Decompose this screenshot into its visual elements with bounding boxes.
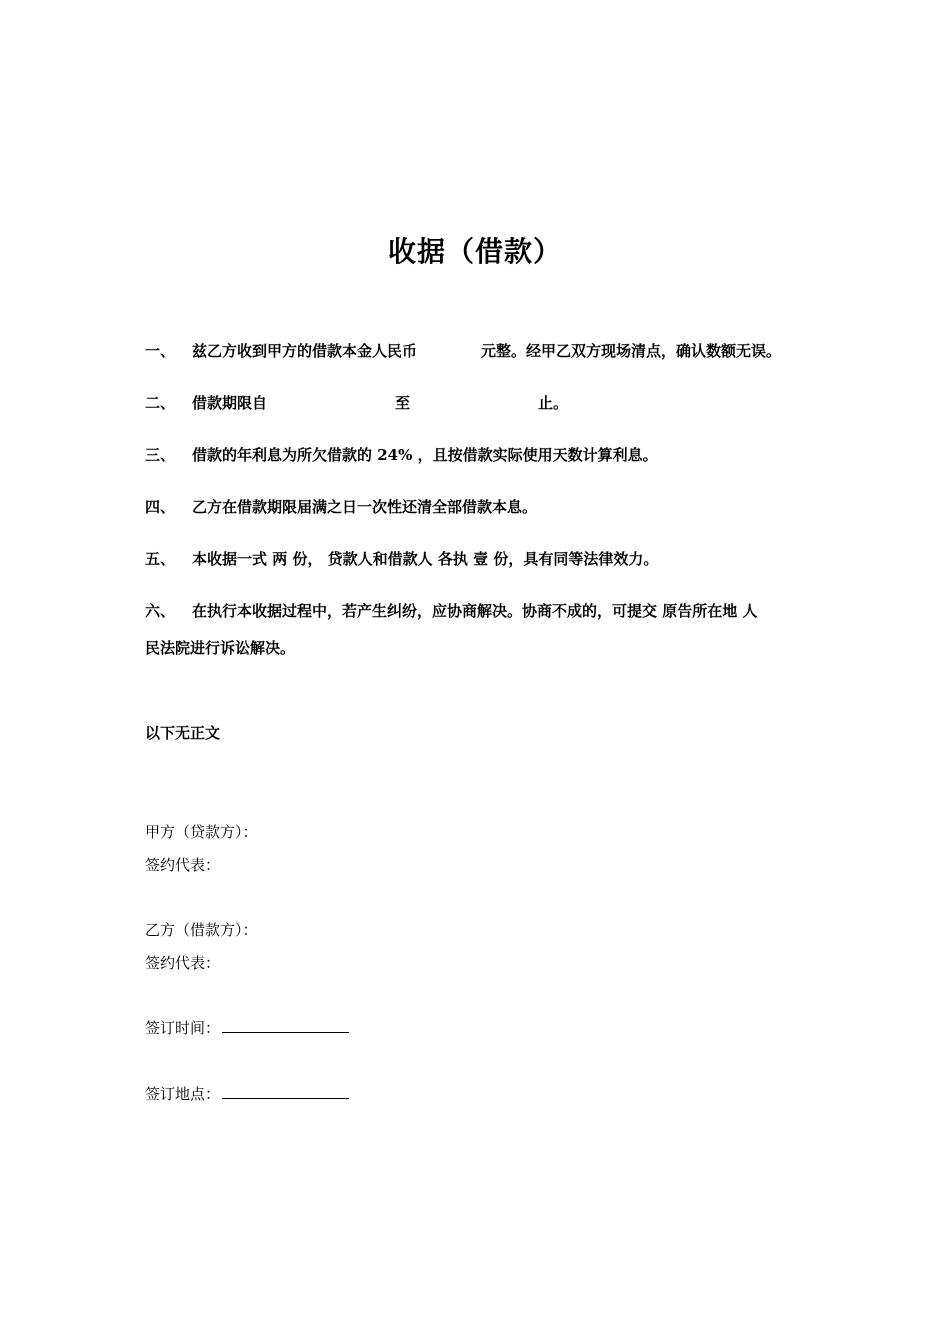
clause-text: 本收据一式 两 份， 贷款人和借款人 各执 壹 份，具有同等法律效力。 (192, 550, 659, 568)
party-a-representative: 签约代表： (145, 856, 221, 874)
clause-number: 一、 (145, 342, 176, 360)
clause-text: 至 (395, 394, 411, 412)
clause-number: 五、 (145, 550, 176, 568)
sign-time-line (222, 1018, 349, 1033)
party-a-label: 甲方（贷款方）： (145, 823, 258, 841)
clause-text: 乙方在借款期限届满之日一次性还清全部借款本息。 (192, 498, 538, 516)
clause-text: 借款的年利息为所欠借款的 24% ，且按借款实际使用天数计算利息。 (192, 446, 658, 464)
party-b-representative: 签约代表： (145, 954, 221, 972)
clause-number: 六、 (145, 602, 176, 620)
sign-place (145, 1083, 349, 1104)
sign-place-line (222, 1084, 349, 1099)
clause-6-continuation: 民法院进行诉讼解决。 (145, 639, 296, 657)
sign-time (145, 1017, 349, 1038)
clause-text: 止。 (538, 394, 569, 412)
clause-6 (145, 600, 757, 621)
sign-time-label: 签订时间： (145, 1019, 221, 1037)
clause-text: 元整。经甲乙双方现场清点，确认数额无误。 (481, 342, 782, 360)
document-title: 收据（借款） (387, 235, 562, 268)
clause-5 (145, 548, 658, 569)
clause-1 (145, 340, 781, 361)
clause-3 (145, 444, 658, 465)
party-b-label: 乙方（借款方）： (145, 921, 258, 939)
clause-2 (145, 392, 568, 413)
clause-number: 四、 (145, 498, 176, 516)
clause-text: 兹乙方收到甲方的借款本金人民币 (192, 342, 418, 360)
end-note: 以下无正文 (145, 724, 221, 742)
clause-text: 借款期限自 (192, 394, 268, 412)
clause-number: 三、 (145, 446, 176, 464)
clause-text: 在执行本收据过程中，若产生纠纷，应协商解决。协商不成的，可提交 原告所在地 人 (192, 602, 758, 620)
clause-4 (145, 496, 537, 517)
sign-place-label: 签订地点： (145, 1085, 221, 1103)
clause-number: 二、 (145, 394, 176, 412)
